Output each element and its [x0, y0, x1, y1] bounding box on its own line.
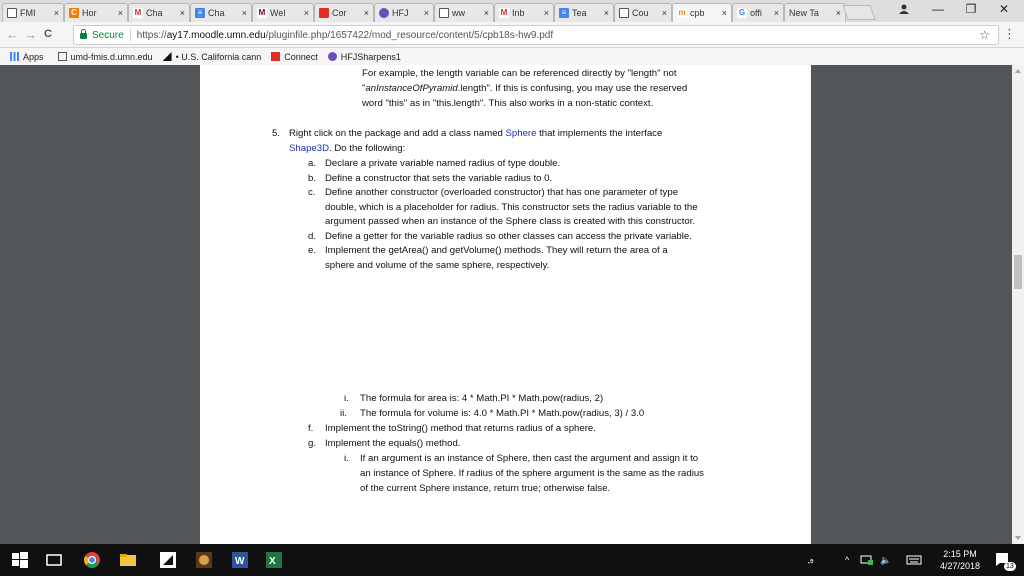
docs-favicon-icon: ≡: [559, 8, 569, 18]
bookmark-star-icon[interactable]: ☆: [979, 28, 990, 42]
browser-tab[interactable]: [374, 3, 434, 22]
sublist-item: If an argument is an instance of Sphere, then cast the argument and assign it to: [360, 453, 699, 464]
lock-icon: [80, 33, 87, 39]
tab-label: New Ta: [789, 8, 819, 18]
connect-icon: [271, 52, 280, 61]
tab-close-icon[interactable]: ×: [721, 8, 727, 18]
keyboard-icon[interactable]: [906, 554, 922, 566]
back-button[interactable]: ←: [6, 27, 19, 42]
scrollbar-thumb[interactable]: [1014, 255, 1022, 289]
profile-icon[interactable]: [894, 3, 914, 18]
browser-tab[interactable]: [784, 3, 846, 22]
browser-tab[interactable]: [190, 3, 252, 22]
class-name-sphere: Sphere: [505, 128, 537, 139]
url-text[interactable]: [137, 30, 553, 41]
svg-text:W: W: [235, 556, 245, 567]
tab-label: cpb: [690, 8, 705, 18]
window-close-button[interactable]: ✕: [998, 2, 1010, 16]
tab-label: Cor: [332, 8, 347, 18]
tab-close-icon[interactable]: ×: [543, 8, 549, 18]
pdf-text-line: word "this" as in "this.length". This also works in a non-static context.: [362, 98, 654, 109]
svg-text:X: X: [269, 556, 276, 567]
doc-favicon-icon: [7, 8, 17, 18]
browser-tab[interactable]: [128, 3, 190, 22]
tab-label: ww: [452, 8, 465, 18]
omnibox-separator: [130, 29, 131, 41]
game-app-icon[interactable]: [194, 550, 214, 570]
sublist-item: Implement the equals() method.: [325, 438, 461, 449]
sublist-item: argument passed when an instance of the Sphere class is created with this constructor.: [325, 216, 696, 227]
system-clock[interactable]: [930, 548, 990, 572]
sublist-mark: ii.: [340, 408, 347, 419]
apps-grid-icon: [10, 52, 19, 61]
sublist-mark: c.: [308, 187, 316, 198]
tab-label: Tea: [572, 8, 587, 18]
browser-menu-icon[interactable]: ⋮: [1003, 26, 1016, 41]
url-host: ay17.moodle.umn.edu: [166, 29, 266, 41]
address-bar[interactable]: [73, 25, 999, 45]
list-item-5-cont: Shape3D. Do the following:: [289, 143, 406, 154]
tab-close-icon[interactable]: ×: [603, 8, 609, 18]
network-icon[interactable]: [860, 554, 874, 566]
window-minimize-button[interactable]: —: [932, 2, 944, 16]
windows-start-icon[interactable]: [10, 550, 30, 570]
scroll-up-arrow-icon[interactable]: [1015, 69, 1021, 73]
sublist-item: The formula for volume is: 4.0 * Math.PI * Math.pow(radius, 3) / 3.0: [360, 408, 645, 419]
windows-taskbar: [0, 544, 1024, 576]
browser-tab[interactable]: [64, 3, 128, 22]
volume-icon[interactable]: 🔈: [880, 554, 892, 565]
sublist-mark: f.: [308, 423, 314, 434]
tab-close-icon[interactable]: ×: [241, 8, 247, 18]
new-tab-button[interactable]: [842, 5, 875, 20]
show-hidden-icons-chevron-icon[interactable]: ^: [845, 555, 850, 565]
bookmarks-bar: [0, 48, 1024, 65]
browser-tab[interactable]: [672, 3, 732, 22]
tab-close-icon[interactable]: ×: [835, 8, 841, 18]
browser-tab[interactable]: [614, 3, 672, 22]
browser-tab[interactable]: [732, 3, 784, 22]
tab-label: Wel: [270, 8, 286, 18]
sublist-mark: b.: [308, 172, 317, 184]
forward-button[interactable]: →: [24, 27, 37, 42]
tab-close-icon[interactable]: ×: [773, 8, 779, 18]
tab-close-icon[interactable]: ×: [483, 8, 489, 18]
c-favicon-icon: C: [69, 8, 79, 18]
bookmark-label: umd-fmis.d.umn.edu: [70, 51, 153, 62]
word-icon[interactable]: [230, 550, 250, 570]
sublist-item: Implement the getArea() and getVolume() methods. They will return the area of a: [325, 245, 668, 256]
chrome-icon[interactable]: [82, 550, 102, 570]
browser-tab[interactable]: [434, 3, 494, 22]
tab-label: offi: [750, 8, 762, 18]
globe-favicon-icon: [379, 8, 389, 18]
pdf-scrollbar[interactable]: [1012, 65, 1024, 544]
browser-tab[interactable]: [252, 3, 314, 22]
doc-favicon-icon: [439, 8, 449, 18]
clock-date: 4/27/2018: [939, 561, 981, 571]
sublist-item: double, which is a placeholder for radius. This constructor sets the radius variable to the: [325, 201, 698, 213]
sublist-item: an instance of Sphere. If radius of the sphere argument is the same as the radius: [360, 468, 704, 479]
doc-icon: [58, 52, 67, 61]
zendesk-icon[interactable]: [158, 550, 178, 570]
globe-icon: [328, 52, 337, 61]
sublist-item: Implement the toString() method that returns radius of a sphere.: [325, 423, 596, 434]
bookmark-item[interactable]: [328, 52, 401, 62]
sublist-item: Declare a private variable named radius of type double.: [325, 158, 561, 169]
task-view-icon[interactable]: [44, 550, 64, 570]
tab-close-icon[interactable]: ×: [117, 8, 123, 18]
window-restore-button[interactable]: ❐: [965, 2, 977, 16]
docs-favicon-icon: ≡: [195, 8, 205, 18]
pdf-viewer[interactable]: [0, 65, 1012, 544]
sublist-item: Define a getter for the variable radius so other classes can access the private variable.: [325, 230, 692, 242]
gmail-favicon-icon: M: [500, 8, 508, 17]
list-number: 5.: [272, 128, 281, 139]
browser-tab[interactable]: [2, 3, 64, 22]
tab-close-icon[interactable]: ×: [303, 8, 309, 18]
people-icon[interactable]: ꭿ: [808, 554, 814, 565]
secure-indicator[interactable]: [80, 30, 124, 41]
reload-button[interactable]: C: [44, 28, 52, 40]
tab-close-icon[interactable]: ×: [179, 8, 185, 18]
scroll-down-arrow-icon[interactable]: [1015, 536, 1021, 540]
browser-tab[interactable]: [314, 3, 374, 22]
tab-label: FMI: [20, 8, 36, 18]
list-item-5: Right click on the package and add a class named Sphere that implements the interface: [289, 128, 663, 139]
tab-strip: [0, 0, 1024, 22]
bookmark-item[interactable]: [58, 52, 153, 62]
google-favicon-icon: G: [738, 8, 746, 17]
tab-label: Hor: [82, 8, 97, 18]
bookmark-label: HFJSharpens1: [340, 51, 401, 62]
doc-favicon-icon: [619, 8, 629, 18]
tab-close-icon[interactable]: ×: [53, 8, 59, 18]
gmail-favicon-icon: M: [134, 8, 142, 17]
tab-close-icon[interactable]: ×: [661, 8, 667, 18]
bookmark-item[interactable]: [10, 52, 44, 62]
connect-favicon-icon: [319, 8, 329, 18]
sublist-mark: g.: [308, 438, 317, 449]
pdf-page-2: [200, 352, 811, 544]
moodle-favicon-icon: m: [678, 8, 686, 17]
bookmark-item[interactable]: [271, 52, 318, 62]
url-path: /pluginfile.php/1657422/mod_resource/content/5/cpb18s-hw9.pdf: [265, 29, 554, 41]
tab-close-icon[interactable]: ×: [423, 8, 429, 18]
excel-icon[interactable]: [264, 550, 284, 570]
tab-close-icon[interactable]: ×: [363, 8, 369, 18]
sublist-item: Define another constructor (overloaded constructor) that has one parameter of type: [325, 187, 679, 198]
notification-count-badge: 13: [1006, 563, 1014, 570]
bookmark-label: Apps: [23, 51, 44, 62]
sublist-item: Define a constructor that sets the variable radius to 0.: [325, 172, 553, 184]
sublist-item: sphere and volume of the same sphere, respectively.: [325, 259, 550, 271]
secure-label: Secure: [92, 29, 124, 41]
bookmark-item[interactable]: [163, 52, 262, 62]
clock-time: 2:15 PM: [943, 549, 977, 559]
bookmark-label: Connect: [284, 51, 318, 62]
sublist-mark: a.: [308, 158, 317, 169]
sublist-mark: i.: [344, 453, 349, 464]
tab-label: HFJ: [392, 8, 409, 18]
browser-tab[interactable]: [494, 3, 554, 22]
zendesk-icon: [163, 52, 172, 61]
url-scheme: https://: [136, 29, 167, 41]
tab-label: Cha: [208, 8, 225, 18]
sublist-item: of the current Sphere instance, return true; otherwise false.: [360, 483, 611, 494]
tab-label: Cou: [632, 8, 649, 18]
tab-label: Cha: [146, 8, 163, 18]
umn-favicon-icon: M: [258, 8, 266, 17]
pdf-text-line: "anInstanceOfPyramid.length". If this is confusing, you may use the reserved: [362, 83, 688, 94]
sublist-mark: d.: [308, 230, 317, 242]
tab-label: Inb: [512, 8, 525, 18]
italic-identifier: anInstanceOfPyramid: [365, 83, 458, 94]
bookmark-label: • U.S. California cann: [175, 51, 262, 62]
browser-toolbar: [0, 22, 1024, 48]
sublist-mark: i.: [344, 393, 349, 404]
sublist-item: The formula for area is: 4 * Math.PI * Math.pow(radius, 2): [360, 393, 604, 404]
file-explorer-icon[interactable]: [118, 550, 138, 570]
browser-tab[interactable]: [554, 3, 614, 22]
pdf-text-line: For example, the length variable can be referenced directly by "length" not: [362, 68, 677, 79]
interface-name-shape3d: Shape3D: [289, 143, 330, 154]
sublist-mark: e.: [308, 245, 317, 256]
